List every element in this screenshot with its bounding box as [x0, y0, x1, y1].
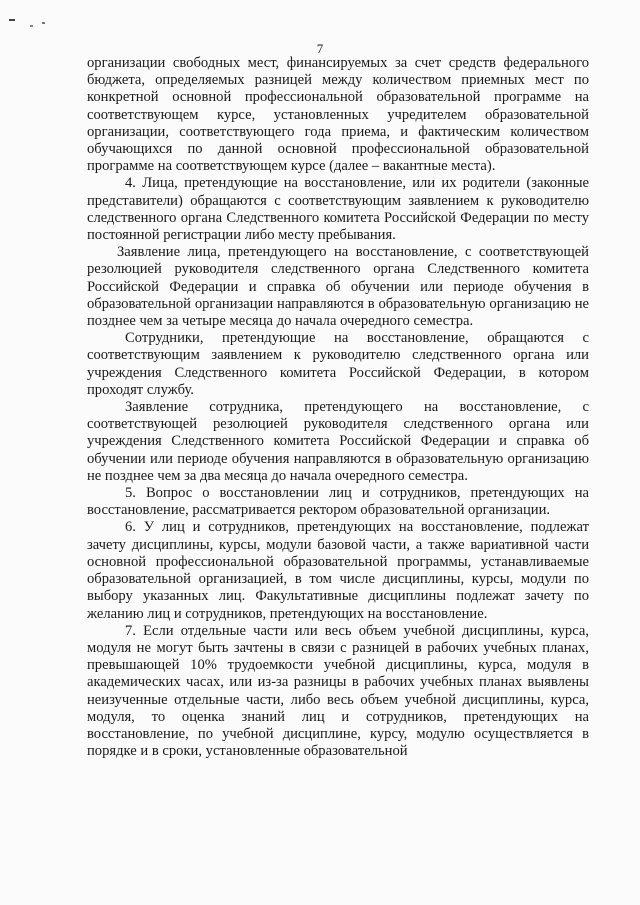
paragraph-employee-application: Заявление сотрудника, претендующего на восстановление, с соответствующей резолюцией руководителя следственного органа или учреждения Следственного комитета Российской Федерации и справка об обучении или периоде обучения направляются в образовательную организацию не позднее чем за два месяца до начала очередного семестра. — [87, 399, 589, 484]
page-number: 7 — [316, 41, 324, 56]
scan-mark — [30, 25, 33, 27]
paragraph-4-application: 4. Лица, претендующие на восстановление, или их родители (законные представители) обращаются с соответствующим заявлением к руководителю следственного органа Следственного комитета Российской Федерации по месту постоянной регистрации либо месту пребывания. — [87, 175, 589, 244]
scan-mark — [9, 19, 15, 21]
paragraph-vacant-places: организации свободных мест, финансируемых за счет средств федерального бюджета, определяемых разницей между количеством приемных мест по конкретной основной профессиональной образовательной программе на соответствующем курсе, установленных учредителем образовательной организации, соответствующего года приема, и фактическим количеством обучающихся по данной основной профессиональной образовательной программе на соответствующем курсе (далее – вакантные места). — [87, 55, 589, 175]
paragraph-6-credit: 6. У лиц и сотрудников, претендующих на восстановление, подлежат зачету дисциплины, курсы, модули базовой части, а также вариативной части основной профессиональной образовательной программы, устанавливаемые образовательной организацией, в том числе дисциплины, курсы, модули по выбору указанных лиц. Факультативные дисциплины подлежат зачету по желанию лиц и сотрудников, претендующих на восстановление. — [87, 519, 589, 622]
scan-mark — [42, 22, 45, 24]
paragraph-5-rector: 5. Вопрос о восстановлении лиц и сотрудников, претендующих на восстановление, рассматривается ректором образовательной организации. — [87, 485, 589, 519]
paragraph-employees-apply: Сотрудники, претендующие на восстановление, обращаются с соответствующим заявлением к руководителю следственного органа или учреждения Следственного комитета Российской Федерации, в котором проходят службу. — [87, 330, 589, 398]
paragraph-7-assessment: 7. Если отдельные части или весь объем учебной дисциплины, курса, модуля не могут быть зачтены в связи с разницей в рабочих учебных планах, превышающей 10% трудоемкости учебной дисциплины, курса, модуля в академических часах, или из-за разницы в рабочих учебных планах выявлены неизученные отдельные части, либо весь объем учебной дисциплины, курса, модуля, то оценка знаний лиц и сотрудников, претендующих на восстановление, по учебной дисциплине, курсу, модулю осуществляется в порядке и в сроки, установленные образовательной — [87, 622, 589, 760]
document-body — [87, 55, 589, 760]
paragraph-person-application: Заявление лица, претендующего на восстановление, с соответствующей резолюцией руководителя следственного органа Следственного комитета Российской Федерации и справка об обучении или периоде обучения в образовательной организации направляются в образовательную организацию не позднее чем за четыре месяца до начала очередного семестра. — [87, 244, 589, 330]
